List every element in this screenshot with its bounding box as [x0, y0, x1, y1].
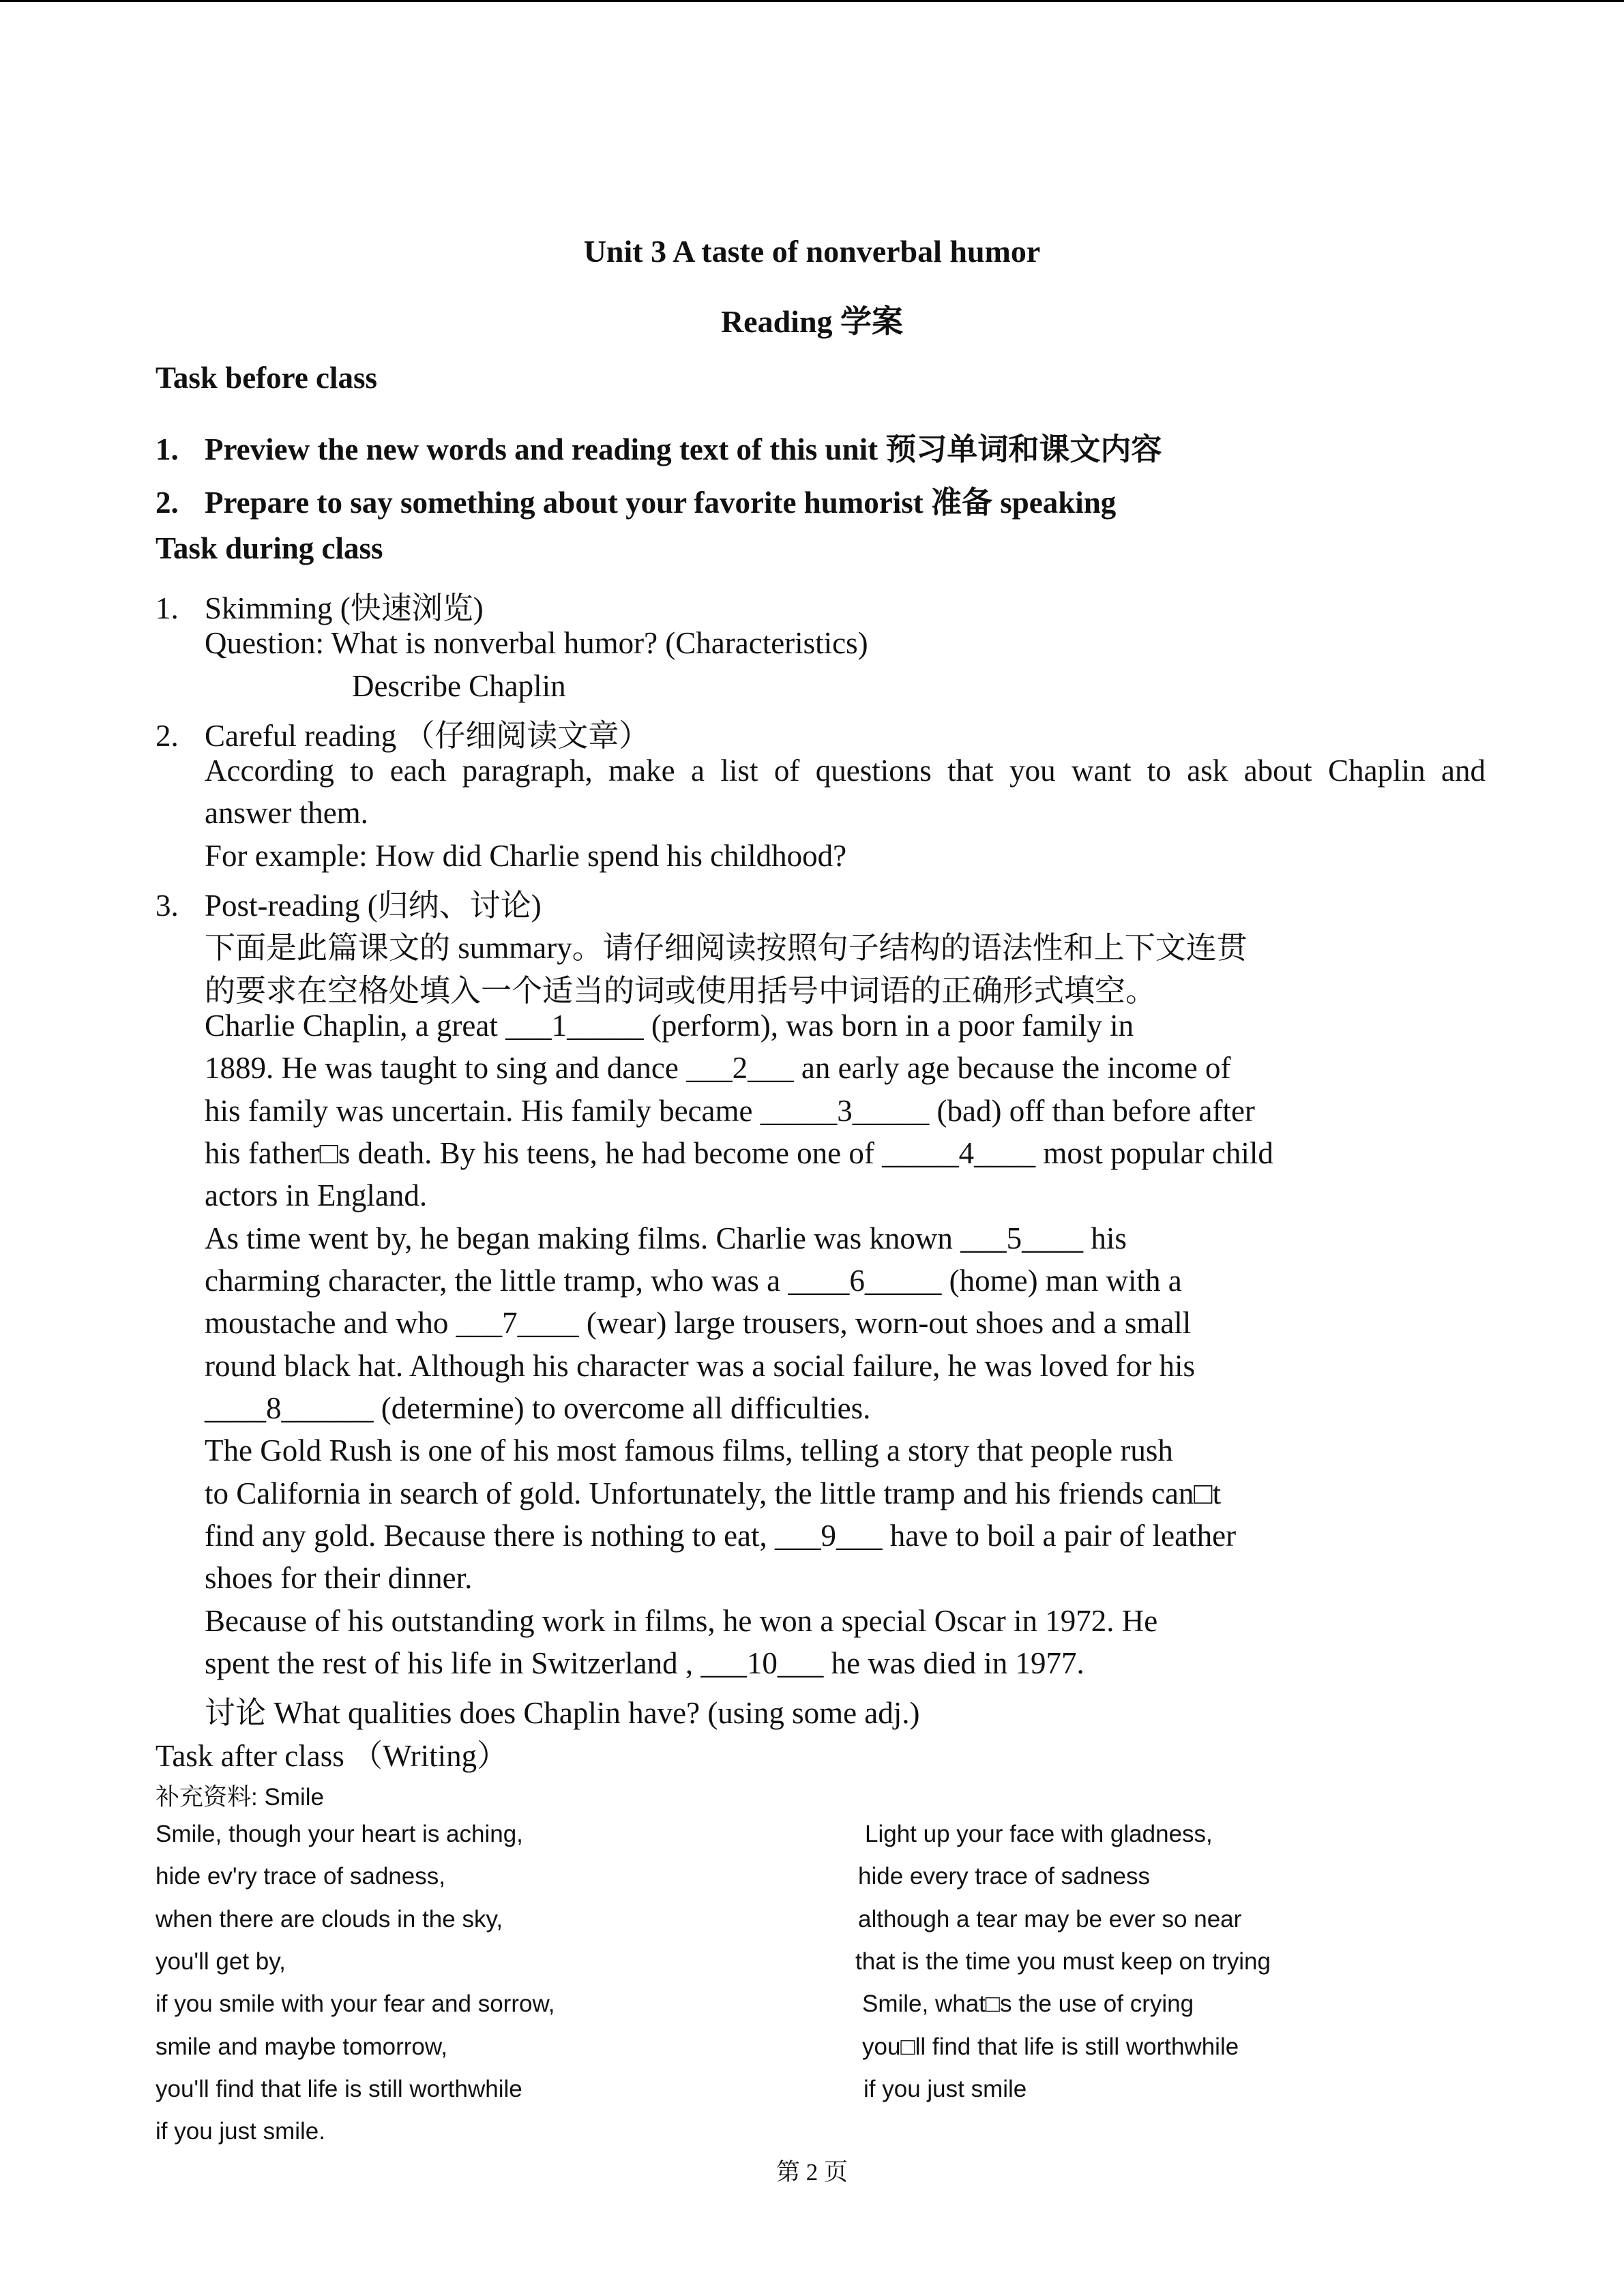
list-text: Skimming (快速浏览)	[205, 591, 484, 625]
poem-left-line: Smile, though your heart is aching,	[156, 1821, 523, 1847]
page-number: 第 2 页	[776, 2159, 848, 2186]
summary-line: actors in England.	[205, 1178, 428, 1212]
summary-line: 下面是此篇课文的 summary。请仔细阅读按照句子结构的语法性和上下文连贯	[205, 931, 1247, 965]
summary-line: 1889. He was taught to sing and dance ___2___ an early age because the income of	[205, 1051, 1231, 1085]
summary-line: charming character, the little tramp, who was a ____6_____ (home) man with a	[205, 1264, 1182, 1298]
skimming-sub: Describe Chaplin	[352, 669, 566, 703]
poem-left-line: smile and maybe tomorrow,	[156, 2033, 447, 2060]
list-number: 2.	[156, 486, 179, 520]
poem-right-line: that is the time you must keep on trying	[855, 1948, 1271, 1975]
poem-left-line: hide ev'ry trace of sadness,	[156, 1863, 445, 1890]
summary-line: spent the rest of his life in Switzerland , ___10___ he was died in 1977.	[205, 1646, 1084, 1680]
list-number: 3.	[156, 889, 179, 923]
list-text: Post-reading (归纳、讨论)	[205, 889, 542, 923]
section-heading-during: Task during class	[156, 531, 383, 565]
section-heading-before: Task before class	[156, 361, 378, 395]
summary-line: The Gold Rush is one of his most famous films, telling a story that people rush	[205, 1433, 1173, 1467]
summary-line: ____8______ (determine) to overcome all difficulties.	[205, 1391, 871, 1425]
list-text: Preview the new words and reading text of this unit 预习单词和课文内容	[205, 432, 1162, 466]
poem-right-line: Light up your face with gladness,	[865, 1821, 1213, 1847]
list-text: Prepare to say something about your favorite humorist 准备 speaking	[205, 486, 1117, 520]
poem-right-line: if you just smile	[863, 2076, 1027, 2102]
document-title: Unit 3 A taste of nonverbal humor	[583, 234, 1041, 269]
careful-reading-line-2: answer them.	[205, 796, 368, 830]
summary-line: 的要求在空格处填入一个适当的词或使用括号中词语的正确形式填空。	[205, 974, 1157, 1008]
summary-line: moustache and who ___7____ (wear) large trousers, worn-out shoes and a small	[205, 1306, 1192, 1340]
poem-left-line: if you smile with your fear and sorrow,	[156, 1991, 555, 2017]
poem-right-line: Smile, what□s the use of crying	[862, 1991, 1194, 2017]
summary-line: his family was uncertain. His family became _____3_____ (bad) off than before after	[205, 1094, 1255, 1128]
discussion-line: 讨论 What qualities does Chaplin have? (using some adj.)	[205, 1696, 920, 1730]
summary-line: round black hat. Although his character was a social failure, he was loved for his	[205, 1349, 1196, 1383]
summary-line: to California in search of gold. Unfortunately, the little tramp and his friends can□t	[205, 1476, 1222, 1510]
summary-line: Because of his outstanding work in films, he won a special Oscar in 1972. He	[205, 1604, 1158, 1638]
poem-right-line: although a tear may be ever so near	[858, 1906, 1242, 1933]
careful-reading-example: For example: How did Charlie spend his childhood?	[205, 839, 847, 873]
summary-line: his father□s death. By his teens, he had become one of _____4____ most popular child	[205, 1136, 1273, 1170]
during-item-2	[156, 711, 649, 755]
poem-right-line: you□ll find that life is still worthwhile	[862, 2033, 1239, 2060]
summary-line: Charlie Chaplin, a great ___1_____ (perform), was born in a poor family in	[205, 1009, 1134, 1043]
supplement-label: 补充资料: Smile	[156, 1784, 324, 1810]
skimming-question: Question: What is nonverbal humor? (Characteristics)	[205, 626, 868, 660]
list-text: Careful reading （仔细阅读文章）	[205, 719, 650, 753]
poem-left-line: if you just smile.	[156, 2118, 325, 2145]
poem-right-line: hide every trace of sadness	[858, 1863, 1151, 1890]
list-number: 1.	[156, 432, 179, 466]
during-item-3	[156, 880, 542, 925]
summary-line: find any gold. Because there is nothing to eat, ___9___ have to boil a pair of leather	[205, 1519, 1237, 1553]
section-heading-after: Task after class （Writing）	[156, 1739, 508, 1773]
before-item-1	[156, 424, 1162, 468]
poem-left-line: you'll get by,	[156, 1948, 286, 1975]
summary-line: shoes for their dinner.	[205, 1561, 473, 1595]
during-item-1	[156, 583, 484, 627]
careful-reading-line-1: According to each paragraph, make a list of questions that you want to ask about Chaplin and	[205, 754, 1486, 788]
poem-left-line: when there are clouds in the sky,	[156, 1906, 503, 1933]
poem-left-line: you'll find that life is still worthwhile	[156, 2076, 522, 2102]
summary-line: As time went by, he began making films. Charlie was known ___5____ his	[205, 1221, 1127, 1255]
list-number: 1.	[156, 591, 179, 625]
top-border-line	[0, 0, 1624, 2]
before-item-2	[156, 477, 1116, 522]
document-subtitle: Reading 学案	[720, 304, 904, 339]
list-number: 2.	[156, 719, 179, 753]
